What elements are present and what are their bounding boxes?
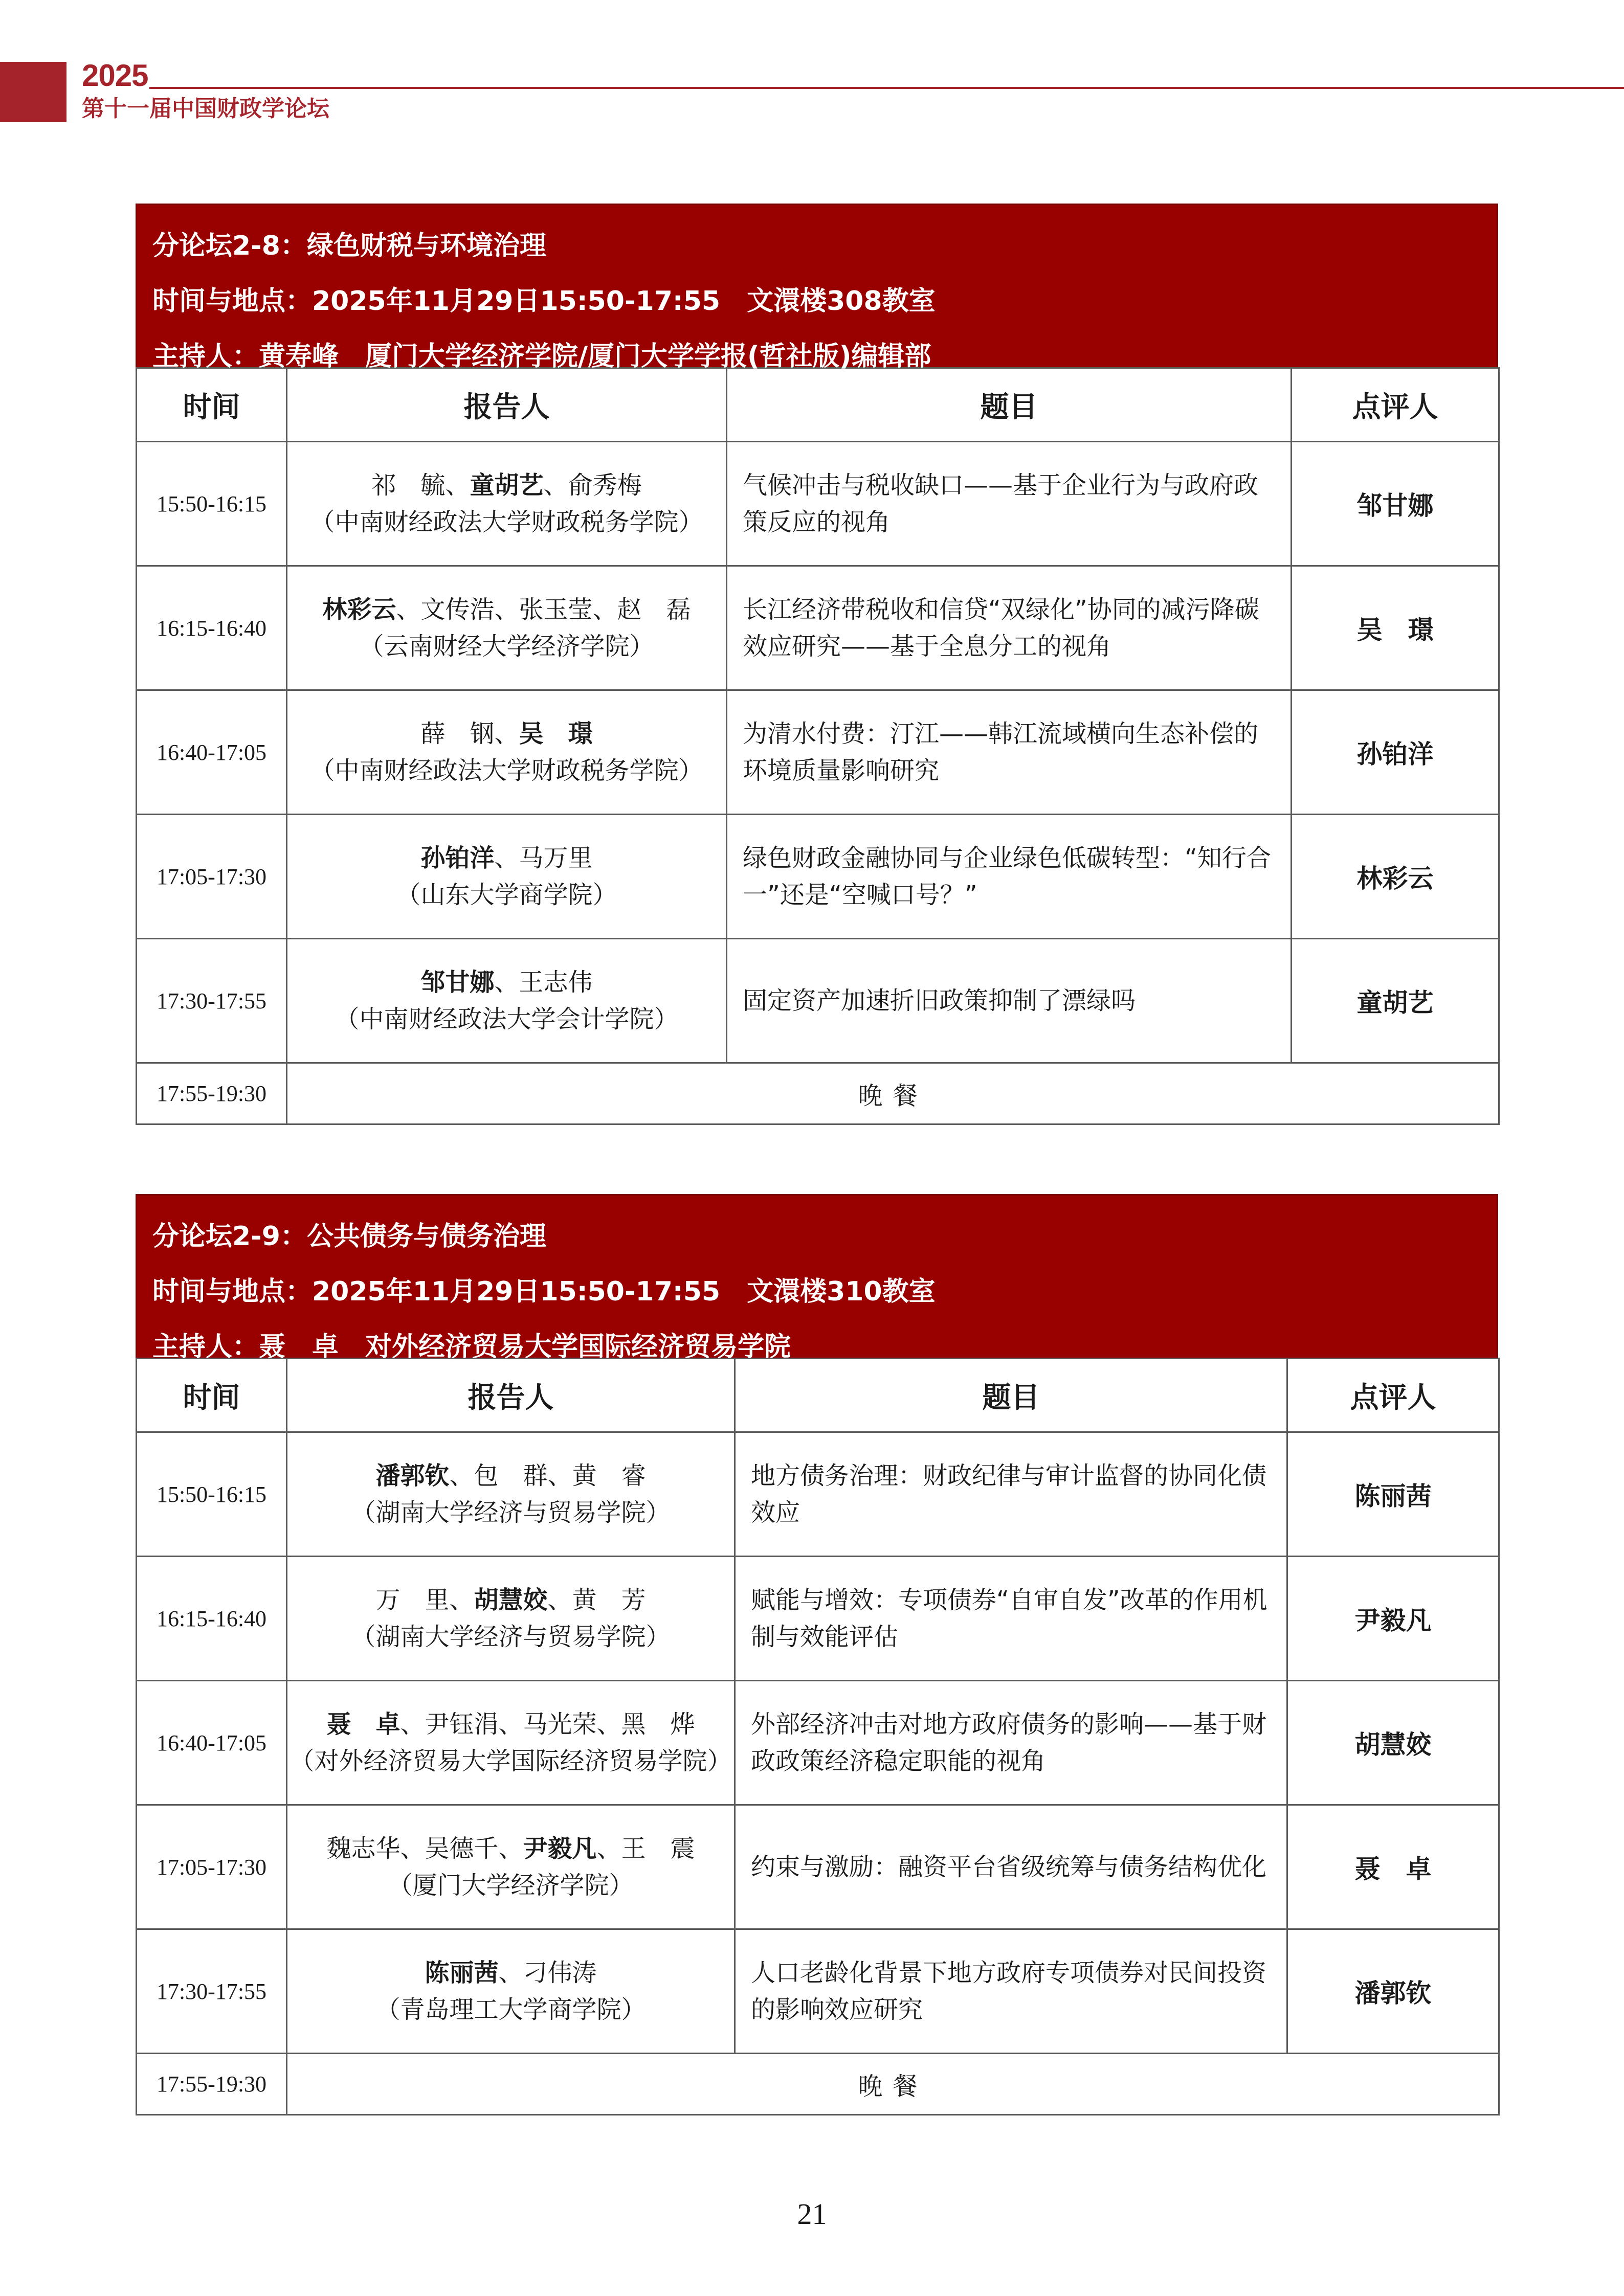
session-topic: 绿色财政金融协同与企业绿色低碳转型：“知行合一”还是“空喊口号？” [727, 815, 1292, 939]
presenter-name: 陈丽茜 [425, 1959, 499, 1987]
presenter-name: 聂 卓 [326, 1710, 401, 1739]
coauthor-name: 祁 毓 [371, 471, 446, 500]
coauthor-name: 张玉莹 [519, 595, 593, 624]
table-row [137, 1929, 1499, 2054]
speaker-institution: （山东大学商学院） [396, 881, 617, 909]
presenter-name: 孙铂洋 [420, 844, 495, 872]
coauthor-name: 薛 钢 [420, 719, 495, 748]
speaker-separator: 、 [494, 595, 519, 624]
coauthor-name: 赵 磊 [617, 595, 691, 624]
coauthor-name: 尹钰涓 [425, 1710, 499, 1739]
dinner-label: 晚餐 [287, 2054, 1499, 2115]
speaker-names [288, 467, 725, 504]
session-reviewer: 童胡艺 [1292, 939, 1499, 1063]
speaker-institution: （云南财经大学经济学院） [359, 632, 654, 661]
forum-title: 分论坛2-9：公共债务与债务治理 [152, 1221, 546, 1252]
session-speakers [287, 442, 727, 566]
speaker-separator: 、 [449, 1461, 474, 1490]
presenter-name: 童胡艺 [470, 471, 544, 500]
speaker-separator: 、 [445, 471, 470, 500]
dinner-time: 17:55-19:30 [137, 1063, 287, 1124]
dinner-row [137, 1063, 1499, 1124]
session-time: 17:30-17:55 [137, 939, 287, 1063]
session-speakers [287, 1432, 735, 1557]
session-speakers [287, 1929, 735, 2054]
coauthor-name: 刁伟涛 [523, 1959, 597, 1987]
speaker-names [288, 1706, 733, 1743]
header-year: 2025 [82, 58, 148, 93]
session-reviewer: 林彩云 [1292, 815, 1499, 939]
presenter-name: 胡慧姣 [474, 1586, 548, 1614]
speaker-names [288, 1582, 733, 1618]
speaker-names [288, 840, 725, 876]
session-time: 16:40-17:05 [137, 1681, 287, 1805]
speaker-names [288, 715, 725, 752]
speaker-separator: 、 [400, 1834, 425, 1863]
coauthor-name: 马万里 [519, 844, 593, 872]
forum-time-place: 时间与地点：2025年11月29日15:50-17:55 文澴楼308教室 [152, 286, 936, 317]
presenter-name: 邹甘娜 [420, 968, 495, 997]
presenter-name: 林彩云 [322, 595, 396, 624]
dinner-row [137, 2054, 1499, 2115]
column-topic-header: 题目 [735, 1359, 1287, 1432]
session-time: 17:30-17:55 [137, 1929, 287, 2054]
speaker-separator: 、 [543, 471, 568, 500]
session-topic: 长江经济带税收和信贷“双绿化”协同的减污降碳效应研究——基于全息分工的视角 [727, 566, 1292, 690]
header-rule [149, 87, 1624, 89]
session-speakers [287, 939, 727, 1063]
speaker-institution: （中南财经政法大学会计学院） [335, 1005, 679, 1033]
coauthor-name: 黑 烨 [621, 1710, 695, 1739]
page-number: 21 [797, 2197, 827, 2231]
speaker-separator: 、 [498, 1710, 523, 1739]
session-time: 17:05-17:30 [137, 815, 287, 939]
column-speakers-header: 报告人 [287, 368, 727, 442]
session-speakers [287, 1681, 735, 1805]
coauthor-name: 包 群 [474, 1461, 548, 1490]
speaker-separator: 、 [498, 1959, 523, 1987]
column-speakers-header: 报告人 [287, 1359, 735, 1432]
session-time: 15:50-16:15 [137, 1432, 287, 1557]
coauthor-name: 王 震 [621, 1834, 695, 1863]
session-reviewer: 聂 卓 [1287, 1805, 1499, 1929]
session-topic: 赋能与增效：专项债券“自审自发”改革的作用机制与效能评估 [735, 1557, 1287, 1681]
session-reviewer: 陈丽茜 [1287, 1432, 1499, 1557]
header-brand-block [0, 62, 66, 122]
coauthor-name: 吴德千 [425, 1834, 499, 1863]
session-reviewer: 邹甘娜 [1292, 442, 1499, 566]
session-speakers [287, 1557, 735, 1681]
session-speakers [287, 566, 727, 690]
table-row [137, 566, 1499, 690]
speaker-separator: 、 [396, 595, 421, 624]
speaker-names [288, 964, 725, 1001]
table-row [137, 1805, 1499, 1929]
table-row [137, 1681, 1499, 1805]
session-time: 15:50-16:15 [137, 442, 287, 566]
session-speakers [287, 815, 727, 939]
table-row [137, 442, 1499, 566]
coauthor-name: 魏志华 [326, 1834, 401, 1863]
schedule-table [136, 1358, 1500, 2115]
coauthor-name: 俞秀梅 [568, 471, 642, 500]
speaker-institution: （湖南大学经济与贸易学院） [351, 1498, 671, 1527]
session-reviewer: 孙铂洋 [1292, 690, 1499, 815]
speaker-institution: （湖南大学经济与贸易学院） [351, 1623, 671, 1651]
speaker-separator: 、 [494, 719, 519, 748]
table-row [137, 1432, 1499, 1557]
session-reviewer: 潘郭钦 [1287, 1929, 1499, 2054]
dinner-label: 晚餐 [287, 1063, 1499, 1124]
coauthor-name: 黄 芳 [572, 1586, 646, 1614]
speaker-separator: 、 [547, 1461, 572, 1490]
forum-host: 主持人：黄寿峰 厦门大学经济学院/厦门大学学报(哲社版)编辑部 [152, 341, 931, 372]
presenter-name: 潘郭钦 [375, 1461, 450, 1490]
session-topic: 地方债务治理：财政纪律与审计监督的协同化债效应 [735, 1432, 1287, 1557]
column-reviewer-header: 点评人 [1292, 368, 1499, 442]
speaker-separator: 、 [592, 595, 617, 624]
speaker-institution: （中南财经政法大学财政税务学院） [310, 508, 703, 536]
column-time-header: 时间 [137, 368, 287, 442]
session-time: 16:40-17:05 [137, 690, 287, 815]
session-topic: 外部经济冲击对地方政府债务的影响——基于财政政策经济稳定职能的视角 [735, 1681, 1287, 1805]
column-topic-header: 题目 [727, 368, 1292, 442]
speaker-institution: （青岛理工大学商学院） [375, 1995, 646, 2024]
header-forum-title: 第十一届中国财政学论坛 [82, 96, 329, 122]
schedule-table [136, 367, 1500, 1125]
speaker-separator: 、 [494, 844, 519, 872]
table-row [137, 939, 1499, 1063]
speaker-separator: 、 [498, 1834, 523, 1863]
session-time: 16:15-16:40 [137, 1557, 287, 1681]
session-speakers [287, 690, 727, 815]
speaker-names [288, 1954, 733, 1991]
coauthor-name: 万 里 [375, 1586, 450, 1614]
speaker-separator: 、 [547, 1586, 572, 1614]
forum-host: 主持人：聂 卓 对外经济贸易大学国际经济贸易学院 [152, 1332, 791, 1362]
speaker-names [288, 1830, 733, 1867]
speaker-institution: （中南财经政法大学财政税务学院） [310, 756, 703, 785]
session-speakers [287, 1805, 735, 1929]
forum-header [136, 204, 1498, 372]
forum-block [136, 1194, 1498, 2115]
speaker-institution: （对外经济贸易大学国际经济贸易学院） [290, 1747, 732, 1775]
forum-block [136, 204, 1498, 1125]
table-row [137, 1557, 1499, 1681]
session-time: 16:15-16:40 [137, 566, 287, 690]
session-time: 17:05-17:30 [137, 1805, 287, 1929]
coauthor-name: 黄 睿 [572, 1461, 646, 1490]
forum-time-place: 时间与地点：2025年11月29日15:50-17:55 文澴楼310教室 [152, 1276, 936, 1307]
forum-title: 分论坛2-8：绿色财税与环境治理 [152, 231, 546, 261]
session-reviewer: 胡慧姣 [1287, 1681, 1499, 1805]
coauthor-name: 文传浩 [420, 595, 495, 624]
dinner-time: 17:55-19:30 [137, 2054, 287, 2115]
column-time-header: 时间 [137, 1359, 287, 1432]
speaker-names [288, 1457, 733, 1494]
session-topic: 人口老龄化背景下地方政府专项债券对民间投资的影响效应研究 [735, 1929, 1287, 2054]
presenter-name: 吴 璟 [519, 719, 593, 748]
session-topic: 为清水付费：汀江——韩江流域横向生态补偿的环境质量影响研究 [727, 690, 1292, 815]
table-row [137, 815, 1499, 939]
session-topic: 气候冲击与税收缺口——基于企业行为与政府政策反应的视角 [727, 442, 1292, 566]
speaker-institution: （厦门大学经济学院） [388, 1871, 634, 1900]
session-topic: 约束与激励：融资平台省级统筹与债务结构优化 [735, 1805, 1287, 1929]
session-topic: 固定资产加速折旧政策抑制了漂绿吗 [727, 939, 1292, 1063]
speaker-separator: 、 [596, 1710, 621, 1739]
coauthor-name: 马光荣 [523, 1710, 597, 1739]
session-reviewer: 尹毅凡 [1287, 1557, 1499, 1681]
speaker-separator: 、 [494, 968, 519, 997]
session-reviewer: 吴 璟 [1292, 566, 1499, 690]
column-reviewer-header: 点评人 [1287, 1359, 1499, 1432]
presenter-name: 尹毅凡 [523, 1834, 597, 1863]
speaker-separator: 、 [449, 1586, 474, 1614]
forum-header [136, 1194, 1498, 1362]
speaker-names [288, 591, 725, 628]
speaker-separator: 、 [400, 1710, 425, 1739]
coauthor-name: 王志伟 [519, 968, 593, 997]
table-row [137, 690, 1499, 815]
speaker-separator: 、 [596, 1834, 621, 1863]
